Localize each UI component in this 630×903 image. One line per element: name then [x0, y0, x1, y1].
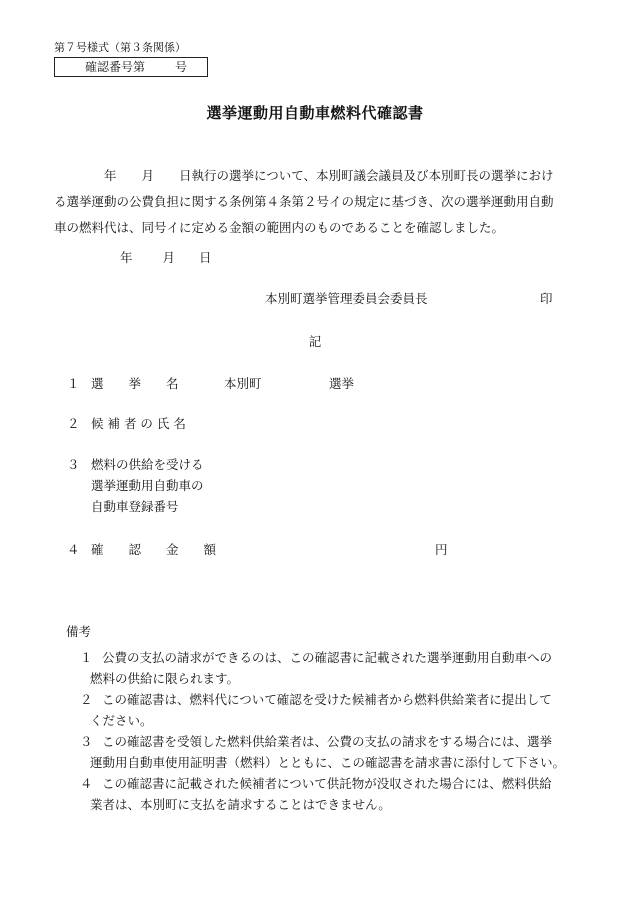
body-paragraph — [54, 163, 582, 241]
item-label: 選 挙 名 — [91, 376, 179, 391]
item-label-line: 選挙運動用自動車の — [91, 478, 204, 493]
note-number: ２ — [80, 692, 93, 707]
item-number: ４ — [67, 542, 80, 557]
date-day: 日 — [199, 250, 212, 265]
note-item — [80, 647, 580, 689]
item-value-town: 本別町 — [224, 376, 262, 391]
note-text-line: この確認書を受領した燃料供給業者は、公費の支払の請求をする場合には、選挙 — [102, 734, 553, 749]
body-line: 車の燃料代は、同号イに定める金額の範囲内のものであることを確認しました。 — [54, 220, 505, 235]
seal-mark: 印 — [540, 291, 553, 306]
note-number: １ — [80, 650, 93, 665]
confirmation-number-prefix: 確認番号第 — [85, 60, 146, 74]
document-title: 選挙運動用自動車燃料代確認書 — [206, 104, 424, 122]
note-text-line: ください。 — [90, 713, 153, 728]
date-line — [120, 252, 212, 265]
confirmation-number-suffix: 号 — [175, 60, 188, 74]
item-label: 確 認 金 額 — [91, 542, 217, 557]
item-number: １ — [67, 376, 80, 391]
item-number: ３ — [67, 457, 80, 472]
body-line: 年 月 日執行の選挙について、本別町議会議員及び本別町長の選挙におけ — [54, 168, 554, 183]
note-text-line: 公費の支払の請求ができるのは、この確認書に記載された選挙運動用自動車への — [102, 650, 553, 665]
note-text-line: 燃料の供給に限られます。 — [90, 671, 240, 686]
note-text-line: この確認書に記載された候補者について供託物が没収された場合には、燃料供給 — [102, 776, 552, 791]
item-number: ２ — [67, 416, 80, 431]
amount-unit-yen: 円 — [435, 542, 448, 557]
note-number: ４ — [80, 776, 93, 791]
committee-chair-signer: 本別町選挙管理委員会委員長 — [265, 291, 428, 306]
note-text-line: 業者は、本別町に支払を請求することはできません。 — [90, 797, 391, 812]
item-label-line: 自動車登録番号 — [91, 499, 179, 514]
form-number-label: 第７号様式（第３条関係） — [54, 41, 186, 54]
item-label: 候 補 者 の 氏 名 — [91, 416, 186, 431]
note-number: ３ — [80, 734, 93, 749]
confirmation-number-box — [54, 57, 208, 77]
note-item — [80, 773, 580, 815]
ki-heading: 記 — [308, 334, 322, 349]
note-item — [80, 731, 580, 773]
notes-heading: 備考 — [66, 624, 92, 639]
item-label-line: 燃料の供給を受ける — [91, 457, 204, 472]
date-year: 年 — [120, 250, 133, 265]
item-vehicle-registration — [67, 459, 267, 519]
item-value-election: 選挙 — [329, 376, 355, 391]
note-item — [80, 689, 580, 731]
note-text-line: この確認書は、燃料代について確認を受けた候補者から燃料供給業者に提出して — [102, 692, 552, 707]
date-month: 月 — [162, 250, 176, 265]
note-text-line: 運動用自動車使用証明書（燃料）とともに、この確認書を請求書に添付して下さい。 — [90, 755, 566, 770]
body-line: る選挙運動の公費負担に関する条例第４条第２号イの規定に基づき、次の選挙運動用自動 — [54, 194, 554, 209]
